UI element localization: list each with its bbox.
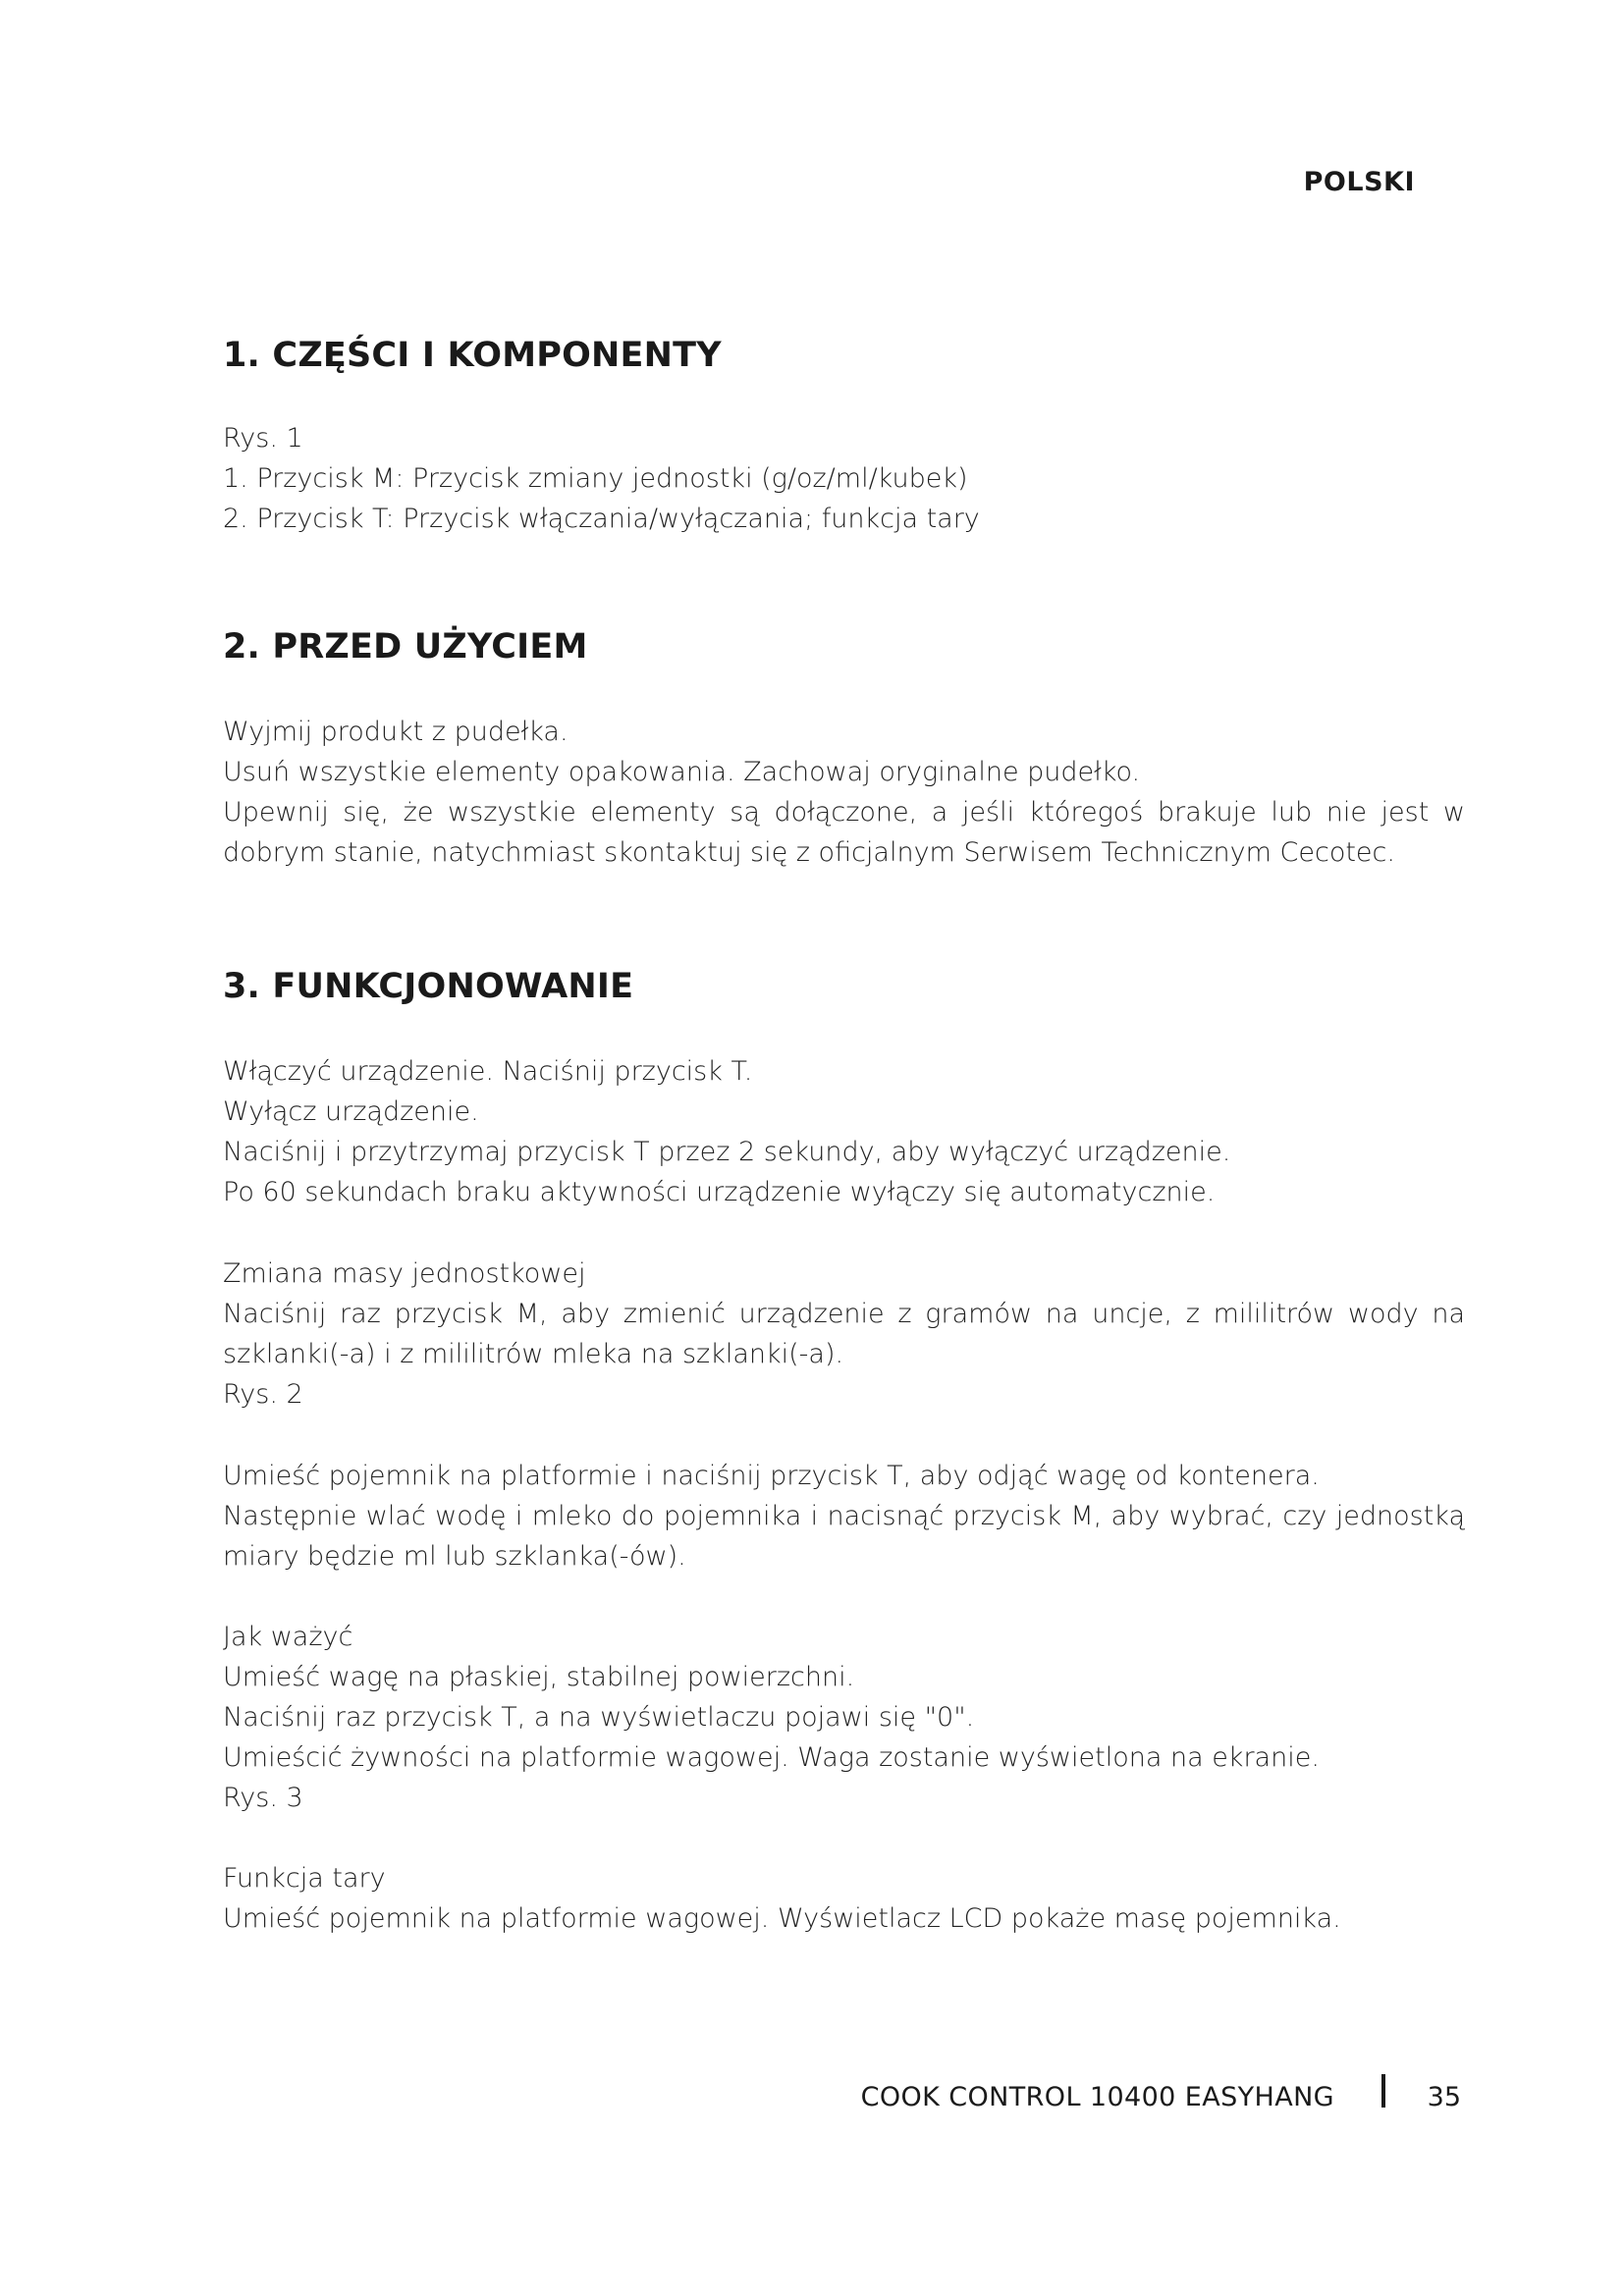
parts-list <box>223 418 1465 539</box>
figure-ref: Rys. 3 <box>223 1783 303 1813</box>
before-use-text <box>223 712 1465 873</box>
figure-ref: Rys. 1 <box>223 423 303 454</box>
list-item: 2. Przycisk T: Przycisk włączania/wyłączania; funkcja tary <box>223 504 980 534</box>
section-title-before-use: 2. PRZED UŻYCIEM <box>223 627 588 667</box>
subheading: Zmiana masy jednostkowej <box>223 1258 586 1289</box>
paragraph-line: Wyłącz urządzenie. <box>223 1096 479 1127</box>
paragraph-line: Włączyć urządzenie. Naciśnij przycisk T. <box>223 1056 753 1087</box>
paragraph-line: Wyjmij produkt z pudełka. <box>223 717 568 747</box>
unit-change-paragraph <box>223 1254 1465 1415</box>
footer-divider <box>1381 2074 1385 2108</box>
paragraph-line: Naciśnij raz przycisk T, a na wyświetlaczu pojawi się "0". <box>223 1702 975 1733</box>
page-footer <box>0 2082 1624 2121</box>
paragraph-line: Po 60 sekundach braku aktywności urządzenie wyłączy się automatycznie. <box>223 1177 1216 1207</box>
paragraph-line: Upewnij się, że wszystkie elementy są dołączone, a jeśli któregoś brakuje lub nie jest w dobrym stanie, natychmiast skontaktuj się z oficjalnym Serwisem Technicznym Cecotec. <box>223 797 1465 868</box>
power-paragraph <box>223 1051 1465 1212</box>
language-label: POLSKI <box>1303 167 1415 197</box>
container-paragraph <box>223 1456 1465 1576</box>
paragraph-line: Umieść wagę na płaskiej, stabilnej powierzchni. <box>223 1662 855 1692</box>
how-to-weigh-paragraph <box>223 1617 1465 1818</box>
list-item: 1. Przycisk M: Przycisk zmiany jednostki (g/oz/ml/kubek) <box>223 463 968 494</box>
section-title-operation: 3. FUNKCJONOWANIE <box>223 967 634 1006</box>
paragraph-line: Usuń wszystkie elementy opakowania. Zachowaj oryginalne pudełko. <box>223 757 1141 787</box>
paragraph-line: Umieść pojemnik na platformie i naciśnij przycisk T, aby odjąć wagę od kontenera. <box>223 1461 1320 1491</box>
paragraph-line: Umieść pojemnik na platformie wagowej. Wyświetlacz LCD pokaże masę pojemnika. <box>223 1903 1341 1934</box>
subheading: Funkcja tary <box>223 1863 386 1894</box>
tare-paragraph <box>223 1858 1465 1939</box>
paragraph-line: Naciśnij raz przycisk M, aby zmienić urządzenie z gramów na uncje, z mililitrów wody na szklanki(-a) i z mililitrów mleka na szklanki(-a). <box>223 1299 1465 1369</box>
figure-ref: Rys. 2 <box>223 1379 303 1410</box>
paragraph-line: Naciśnij i przytrzymaj przycisk T przez 2 sekundy, aby wyłączyć urządzenie. <box>223 1137 1231 1167</box>
paragraph-line: Umieścić żywności na platformie wagowej. Waga zostanie wyświetlona na ekranie. <box>223 1742 1320 1773</box>
section-title-parts: 1. CZĘŚCI I KOMPONENTY <box>223 336 722 375</box>
subheading: Jak ważyć <box>223 1622 353 1652</box>
product-name: COOK CONTROL 10400 EASYHANG <box>860 2082 1334 2112</box>
paragraph-line: Następnie wlać wodę i mleko do pojemnika i nacisnąć przycisk M, aby wybrać, czy jednostką miary będzie ml lub szklanka(-ów). <box>223 1501 1465 1572</box>
page-number: 35 <box>1427 2082 1461 2112</box>
